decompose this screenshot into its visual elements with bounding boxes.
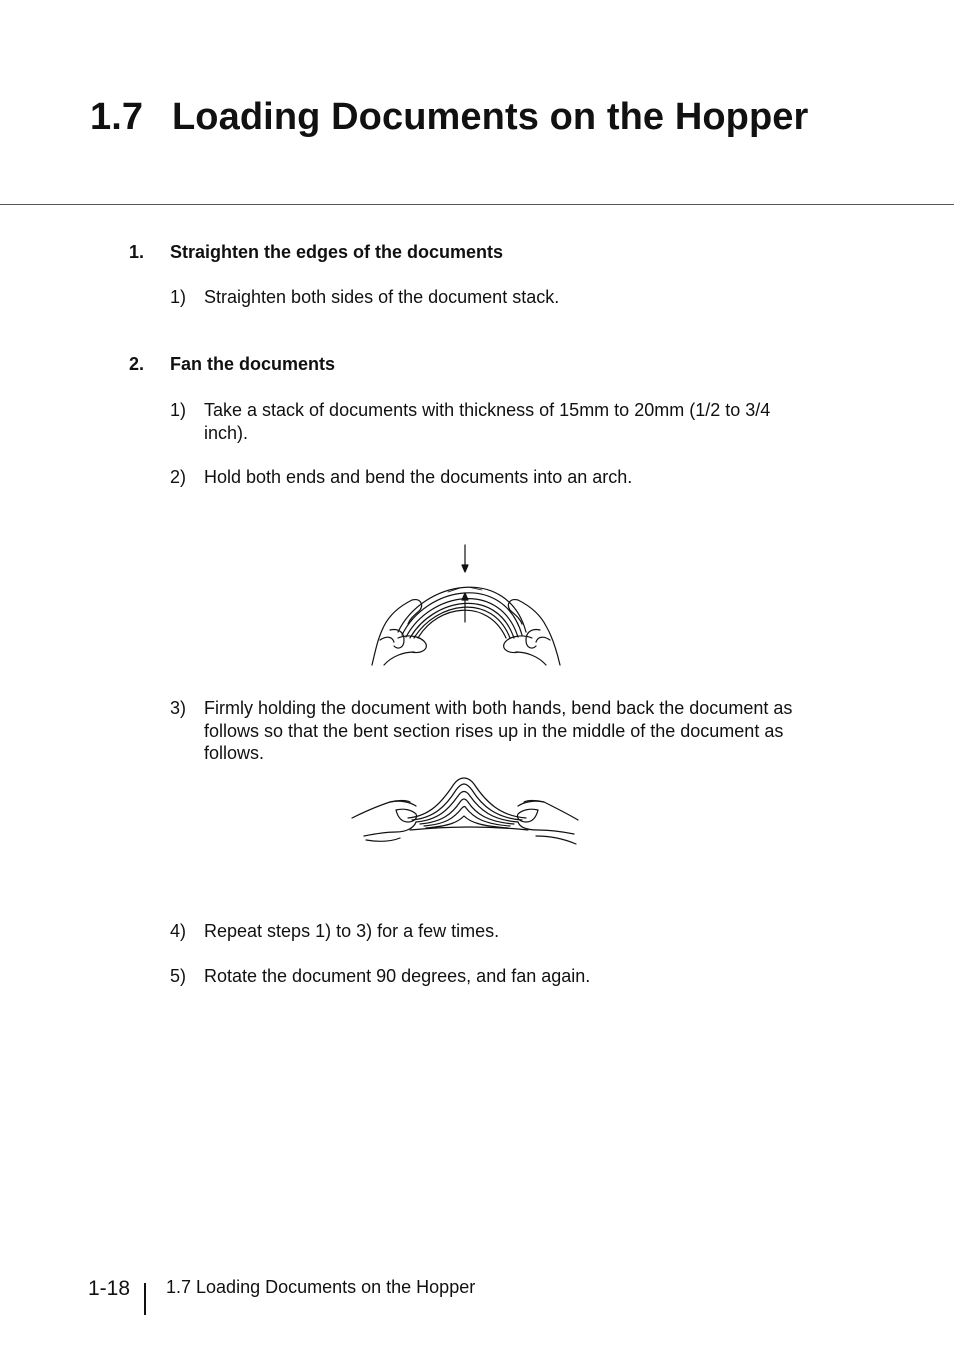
substep-number: 1)	[170, 400, 187, 420]
step-heading	[129, 242, 503, 263]
substep-text: Hold both ends and bend the documents into an arch.	[204, 467, 633, 487]
substep	[170, 286, 840, 309]
title-divider	[0, 204, 954, 205]
substep-text: Firmly holding the document with both hands, bend back the document as follows so that the bent section rises up in the middle of the document as follows.	[204, 698, 793, 763]
section-number: 1.7	[90, 96, 144, 138]
bent-back-stack-hands-illustration	[350, 772, 582, 848]
substep-number: 5)	[170, 966, 187, 986]
substep-number: 1)	[170, 287, 187, 307]
substep-text: Rotate the document 90 degrees, and fan again.	[204, 966, 591, 986]
page-number: 1-18	[88, 1277, 131, 1300]
step-heading	[129, 354, 335, 375]
step-title: Straighten the edges of the documents	[170, 242, 504, 262]
arched-stack-hands-illustration	[368, 540, 564, 670]
substep	[170, 466, 840, 489]
substep-text: Take a stack of documents with thickness of 15mm to 20mm (1/2 to 3/4 inch).	[204, 400, 771, 443]
footer-divider	[144, 1283, 146, 1315]
step-title: Fan the documents	[170, 354, 336, 374]
substep-text: Straighten both sides of the document stack.	[204, 287, 560, 307]
substep	[170, 697, 840, 765]
substep-number: 3)	[170, 698, 187, 718]
step-number: 1.	[129, 242, 145, 262]
substep	[170, 399, 810, 444]
substep-number: 4)	[170, 921, 187, 941]
section-title: Loading Documents on the Hopper	[172, 96, 809, 138]
footer-section-label: 1.7 Loading Documents on the Hopper	[166, 1277, 476, 1297]
substep	[170, 965, 840, 988]
substep-text: Repeat steps 1) to 3) for a few times.	[204, 921, 500, 941]
substep	[170, 920, 840, 943]
step-number: 2.	[129, 354, 145, 374]
page-title	[90, 96, 808, 139]
substep-number: 2)	[170, 467, 187, 487]
